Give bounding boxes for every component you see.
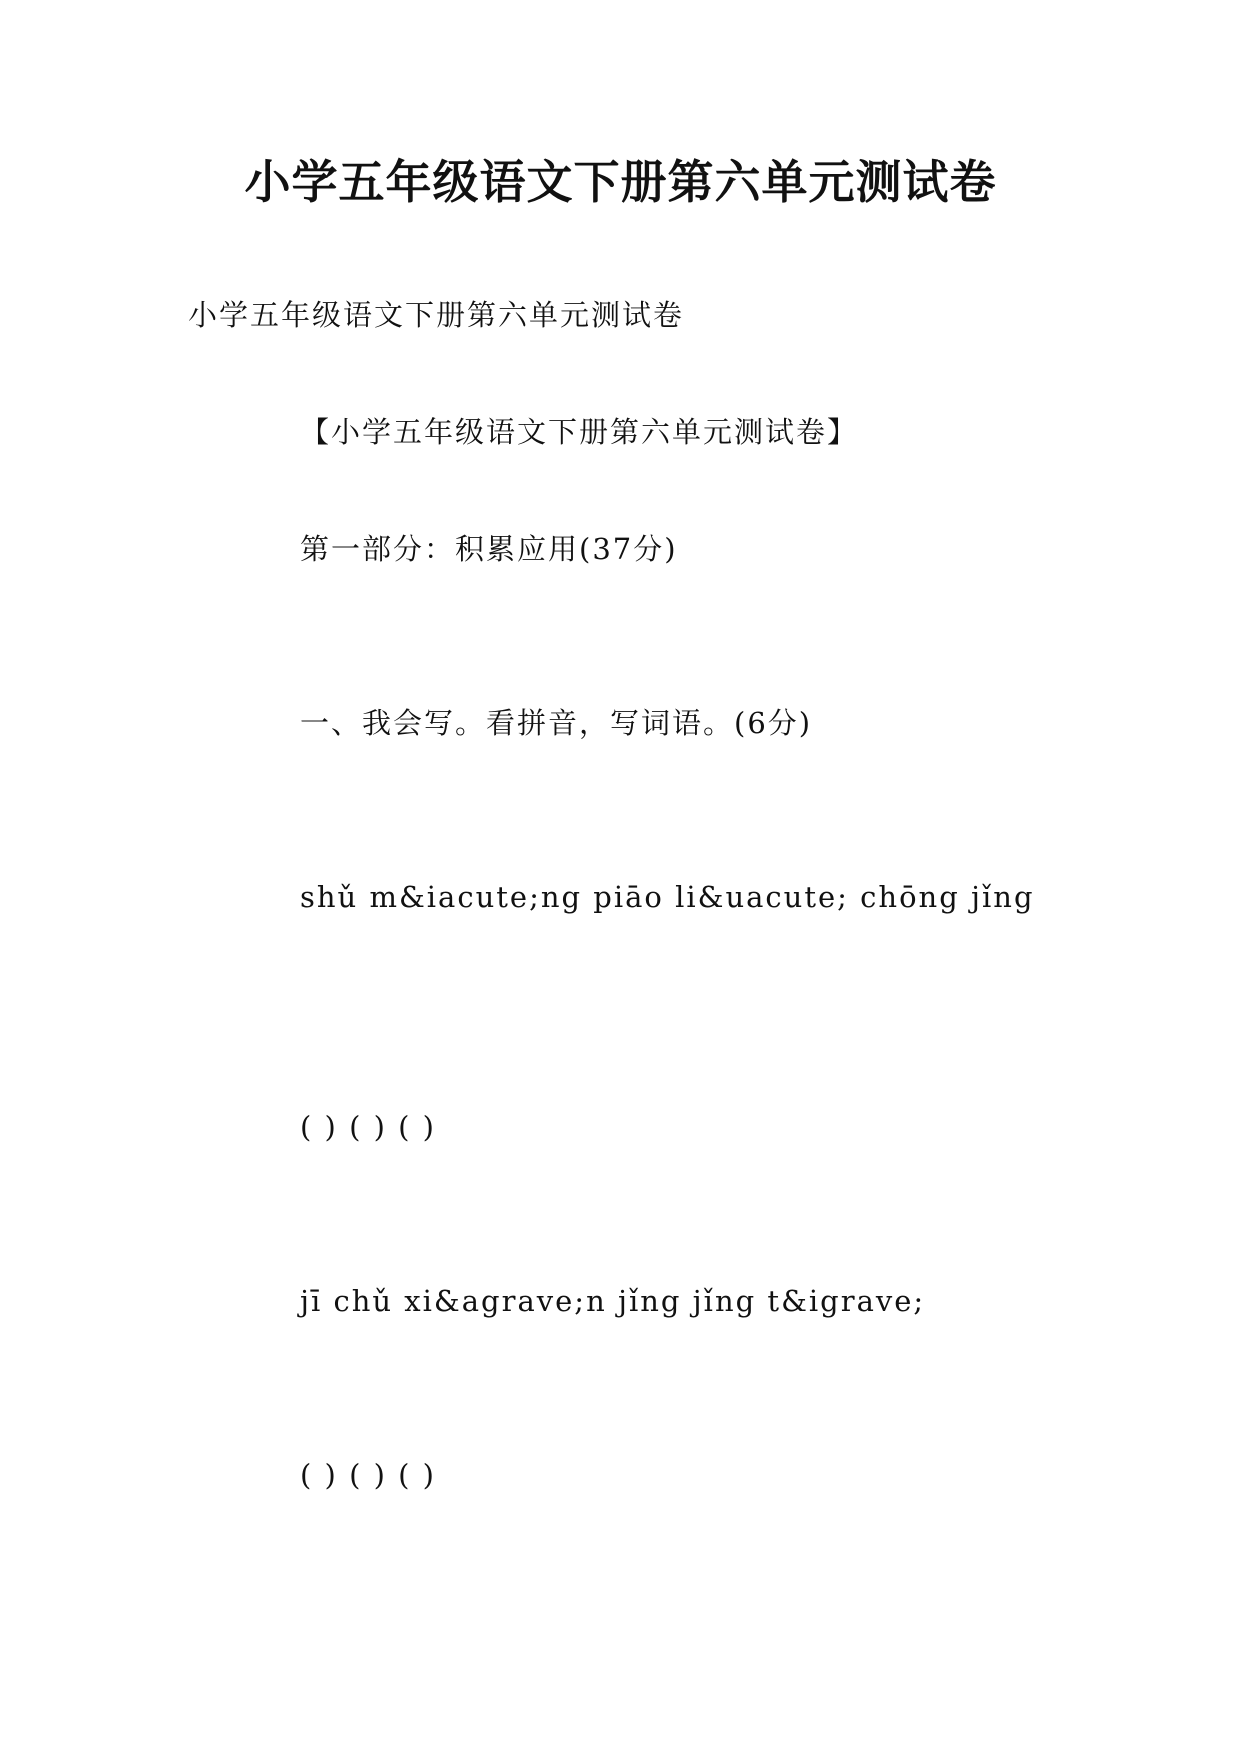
answer-blanks-row: ( ) ( ) ( ) — [300, 1110, 436, 1144]
part-heading: 第一部分：积累应用(37分) — [300, 532, 678, 566]
document-subtitle: 小学五年级语文下册第六单元测试卷 — [188, 298, 685, 332]
pinyin-row: jī chǔ xi&agrave;n jǐng jǐng t&igrave; — [300, 1284, 926, 1318]
answer-blanks-row: ( ) ( ) ( ) — [300, 1458, 436, 1492]
question-heading: 一、我会写。看拼音，写词语。(6分) — [300, 706, 813, 740]
bracketed-title: 【小学五年级语文下册第六单元测试卷】 — [300, 415, 859, 449]
document-title: 小学五年级语文下册第六单元测试卷 — [244, 155, 997, 209]
pinyin-row: shǔ m&iacute;ng piāo li&uacute; chōng jǐng — [300, 880, 1035, 914]
